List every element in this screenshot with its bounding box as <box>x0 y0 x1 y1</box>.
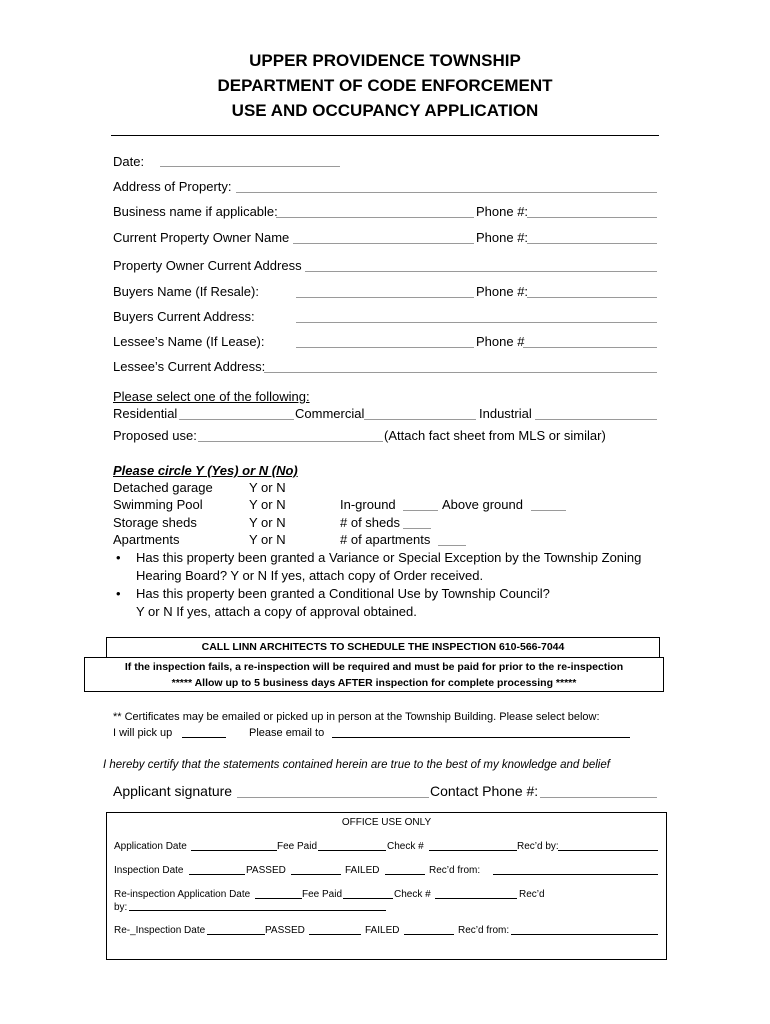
call-text: CALL LINN ARCHITECTS TO SCHEDULE THE INSPECTION 610-566-7044 <box>201 641 565 653</box>
office-recd-by-label: Rec’d by: <box>517 841 559 852</box>
buyers-name-field[interactable] <box>296 297 474 298</box>
inground-field[interactable] <box>403 510 438 511</box>
office-passed-field[interactable] <box>291 874 341 875</box>
attach-note: (Attach fact sheet from MLS or similar) <box>384 428 606 443</box>
office-failed-field[interactable] <box>385 874 425 875</box>
num-apts-field[interactable] <box>438 545 466 546</box>
proposed-use-label: Proposed use: <box>113 428 197 443</box>
certificates-note: ** Certificates may be emailed or picked up in person at the Township Building. Please select below: <box>113 711 600 723</box>
num-sheds-field[interactable] <box>403 528 431 529</box>
office-reinsp-passed-field[interactable] <box>309 934 361 935</box>
owner-phone-field[interactable] <box>527 243 657 244</box>
apartments-yn[interactable]: Y or N <box>249 532 286 547</box>
office-reinsp-failed-field[interactable] <box>404 934 454 935</box>
buyers-phone-label: Phone #: <box>476 284 529 299</box>
aboveground-label: Above ground <box>442 497 523 512</box>
office-fee-paid-label: Fee Paid <box>277 841 318 852</box>
pool-label: Swimming Pool <box>113 497 203 512</box>
pickup-label: I will pick up <box>113 727 173 739</box>
aboveground-field[interactable] <box>531 510 566 511</box>
commercial-field[interactable] <box>364 419 476 420</box>
business-field[interactable] <box>276 217 474 218</box>
title-line-2: DEPARTMENT OF CODE ENFORCEMENT <box>217 76 553 95</box>
pickup-field[interactable] <box>182 737 226 738</box>
office-reinsp-check-label: Check # <box>394 889 431 900</box>
fail-text: If the inspection fails, a re-inspection will be required and must be paid for prior to the re-inspection <box>124 661 624 673</box>
contact-phone-field[interactable] <box>540 797 657 798</box>
owner-address-field[interactable] <box>305 271 657 272</box>
num-apts-label: # of apartments <box>340 532 431 547</box>
office-check-label: Check # <box>387 841 424 852</box>
office-use-box <box>106 812 667 960</box>
buyers-name-label: Buyers Name (If Resale): <box>113 284 259 299</box>
office-reinsp-passed-label: PASSED <box>265 925 305 936</box>
office-fee-paid-field[interactable] <box>318 850 386 851</box>
office-app-date-field[interactable] <box>191 850 277 851</box>
title-line-1: UPPER PROVIDENCE TOWNSHIP <box>249 51 521 70</box>
lessee-address-field[interactable] <box>264 372 657 373</box>
proposed-use-field[interactable] <box>198 441 383 442</box>
office-reinsp-fee-paid-label: Fee Paid <box>302 889 343 900</box>
office-reinsp-app-date-label: Re-inspection Application Date <box>114 889 251 900</box>
office-reinsp-recd-from-label: Rec’d from: <box>458 925 510 936</box>
industrial-field[interactable] <box>535 419 657 420</box>
lessee-phone-field[interactable] <box>523 347 657 348</box>
buyers-address-label: Buyers Current Address: <box>113 309 255 324</box>
garage-label: Detached garage <box>113 480 213 495</box>
num-sheds-label: # of sheds <box>340 515 400 530</box>
office-reinsp-fee-paid-field[interactable] <box>343 898 393 899</box>
office-check-field[interactable] <box>429 850 517 851</box>
office-use-heading: OFFICE USE ONLY <box>341 817 432 828</box>
office-recd-from-label: Rec’d from: <box>429 865 481 876</box>
owner-label: Current Property Owner Name <box>113 230 290 245</box>
owner-field[interactable] <box>293 243 474 244</box>
lessee-phone-label: Phone # <box>476 334 525 349</box>
variance-question-1: Has this property been granted a Variance or Special Exception by the Township Zoning <box>136 550 642 565</box>
conditional-use-question-2: Y or N If yes, attach a copy of approval obtained. <box>136 604 417 619</box>
call-box <box>106 637 660 658</box>
office-reinsp-recd-label: Rec’d <box>519 889 545 900</box>
lessee-name-field[interactable] <box>296 347 474 348</box>
office-failed-label: FAILED <box>345 865 380 876</box>
buyers-phone-field[interactable] <box>527 297 657 298</box>
office-passed-label: PASSED <box>246 865 286 876</box>
office-reinsp-date-label: Re-_Inspection Date <box>114 925 206 936</box>
applicant-signature-label: Applicant signature <box>113 783 233 799</box>
office-insp-date-label: Inspection Date <box>114 865 184 876</box>
office-reinsp-by-label: by: <box>114 902 128 913</box>
commercial-label: Commercial <box>295 406 365 421</box>
office-recd-from-field[interactable] <box>493 874 658 875</box>
email-field[interactable] <box>332 737 630 738</box>
email-label: Please email to <box>249 727 325 739</box>
business-phone-label: Phone #: <box>476 204 529 219</box>
title-divider <box>111 135 659 136</box>
pool-yn[interactable]: Y or N <box>249 497 286 512</box>
office-reinsp-app-date-field[interactable] <box>255 898 302 899</box>
business-phone-field[interactable] <box>527 217 657 218</box>
date-field[interactable] <box>160 166 340 167</box>
lessee-address-label: Lessee’s Current Address: <box>113 359 266 374</box>
bullet-icon: • <box>116 586 121 601</box>
office-reinsp-by-field[interactable] <box>129 910 386 911</box>
sheds-yn[interactable]: Y or N <box>249 515 286 530</box>
business-label: Business name if applicable: <box>113 204 278 219</box>
industrial-label: Industrial <box>479 406 532 421</box>
bullet-icon: • <box>116 550 121 565</box>
address-label: Address of Property: <box>113 179 232 194</box>
circle-heading: Please circle Y (Yes) or N (No) <box>113 463 298 478</box>
office-insp-date-field[interactable] <box>189 874 245 875</box>
office-reinsp-date-field[interactable] <box>207 934 265 935</box>
residential-field[interactable] <box>179 419 294 420</box>
owner-phone-label: Phone #: <box>476 230 529 245</box>
owner-address-label: Property Owner Current Address <box>113 258 302 273</box>
office-reinsp-check-field[interactable] <box>435 898 517 899</box>
contact-phone-label: Contact Phone #: <box>430 783 539 799</box>
variance-question-2: Hearing Board? Y or N If yes, attach copy of Order received. <box>136 568 484 583</box>
conditional-use-question-1: Has this property been granted a Conditional Use by Township Council? <box>136 586 550 601</box>
lessee-name-label: Lessee’s Name (If Lease): <box>113 334 265 349</box>
inground-label: In-ground <box>340 497 396 512</box>
applicant-signature-field[interactable] <box>237 797 429 798</box>
title-line-3: USE AND OCCUPANCY APPLICATION <box>231 101 539 120</box>
office-reinsp-recd-from-field[interactable] <box>511 934 658 935</box>
sheds-label: Storage sheds <box>113 515 197 530</box>
select-heading: Please select one of the following: <box>113 389 310 404</box>
date-label: Date: <box>113 154 145 169</box>
residential-label: Residential <box>113 406 178 421</box>
fail-box <box>84 657 664 692</box>
certify-statement: I hereby certify that the statements contained herein are true to the best of my knowledge and belief <box>103 759 610 771</box>
allow-text: ***** Allow up to 5 business days AFTER inspection for complete processing ***** <box>171 677 577 689</box>
apartments-label: Apartments <box>113 532 180 547</box>
office-app-date-label: Application Date <box>114 841 187 852</box>
office-reinsp-failed-label: FAILED <box>365 925 400 936</box>
office-recd-by-field[interactable] <box>558 850 658 851</box>
garage-yn[interactable]: Y or N <box>249 480 286 495</box>
buyers-address-field[interactable] <box>296 322 657 323</box>
address-field[interactable] <box>236 192 657 193</box>
